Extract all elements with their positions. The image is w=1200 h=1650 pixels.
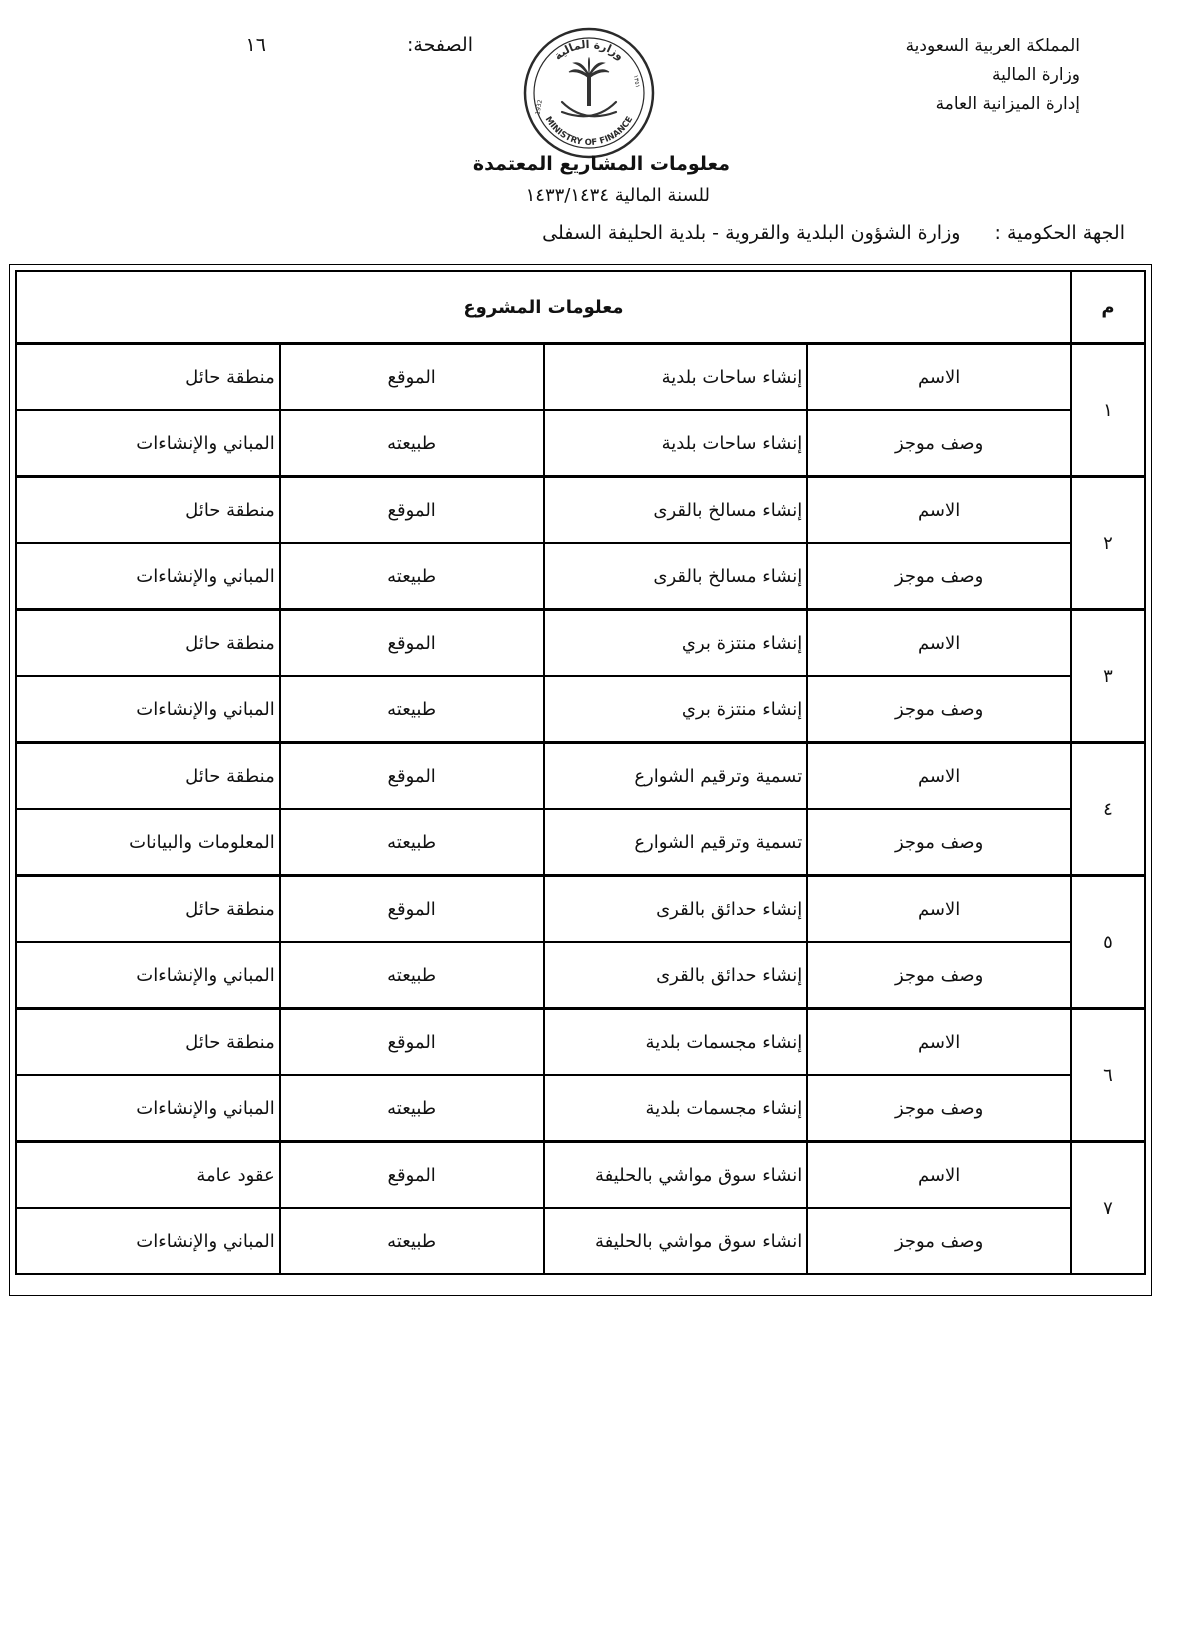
project-desc-row: [16, 676, 1145, 743]
project-name-row: [16, 743, 1145, 810]
header-project-info: معلومات المشروع: [16, 271, 1071, 344]
project-nature: المباني والإنشاءات: [16, 543, 280, 610]
label-name: الاسم: [807, 743, 1071, 810]
project-location: منطقة حائل: [16, 344, 280, 411]
project-description: إنشاء منتزة بري: [544, 676, 808, 743]
label-nature: طبيعته: [280, 1075, 544, 1142]
project-description: إنشاء حدائق بالقرى: [544, 942, 808, 1009]
project-name: إنشاء مسالخ بالقرى: [544, 477, 808, 544]
project-desc-row: [16, 543, 1145, 610]
entity-name: وزارة الشؤون البلدية والقروية - بلدية الحليفة السفلى: [542, 222, 961, 244]
project-name: إنشاء ساحات بلدية: [544, 344, 808, 411]
label-location: الموقع: [280, 743, 544, 810]
project-nature: المعلومات والبيانات: [16, 809, 280, 876]
page-label: الصفحة:: [406, 34, 473, 56]
project-number: ٧: [1071, 1142, 1145, 1275]
project-name-row: [16, 477, 1145, 544]
project-name: تسمية وترقيم الشوارع: [544, 743, 808, 810]
project-location: عقود عامة: [16, 1142, 280, 1209]
project-location: منطقة حائل: [16, 610, 280, 677]
project-name: إنشاء منتزة بري: [544, 610, 808, 677]
project-name-row: [16, 1142, 1145, 1209]
seal-english-text: MINISTRY OF FINANCE: [542, 114, 636, 149]
label-description: وصف موجز: [807, 1075, 1071, 1142]
label-description: وصف موجز: [807, 676, 1071, 743]
label-location: الموقع: [280, 344, 544, 411]
project-desc-row: [16, 410, 1145, 477]
government-entity: [542, 222, 1125, 244]
seal-year-right: ١٣٥١: [631, 74, 641, 89]
project-location: منطقة حائل: [16, 1009, 280, 1076]
label-location: الموقع: [280, 1142, 544, 1209]
project-number: ٥: [1071, 876, 1145, 1009]
project-description: إنشاء مجسمات بلدية: [544, 1075, 808, 1142]
project-number: ٦: [1071, 1009, 1145, 1142]
project-nature: المباني والإنشاءات: [16, 1208, 280, 1274]
project-name-row: [16, 876, 1145, 943]
project-nature: المباني والإنشاءات: [16, 410, 280, 477]
label-name: الاسم: [807, 610, 1071, 677]
project-location: منطقة حائل: [16, 743, 280, 810]
project-number: ٤: [1071, 743, 1145, 876]
project-name: انشاء سوق مواشي بالحليفة: [544, 1142, 808, 1209]
label-description: وصف موجز: [807, 543, 1071, 610]
label-nature: طبيعته: [280, 942, 544, 1009]
project-number: ٣: [1071, 610, 1145, 743]
project-description: إنشاء ساحات بلدية: [544, 410, 808, 477]
label-nature: طبيعته: [280, 676, 544, 743]
document-title: معلومات المشاريع المعتمدة: [472, 153, 730, 175]
project-name: إنشاء حدائق بالقرى: [544, 876, 808, 943]
project-name-row: [16, 1009, 1145, 1076]
label-location: الموقع: [280, 876, 544, 943]
project-desc-row: [16, 942, 1145, 1009]
label-description: وصف موجز: [807, 942, 1071, 1009]
fiscal-year: للسنة المالية ١٤٣٣/١٤٣٤: [525, 185, 710, 206]
org-line-department: إدارة الميزانية العامة: [935, 94, 1080, 114]
header-number: م: [1071, 271, 1145, 344]
page-number: ١٦: [245, 34, 266, 56]
project-name: إنشاء مجسمات بلدية: [544, 1009, 808, 1076]
label-location: الموقع: [280, 1009, 544, 1076]
label-location: الموقع: [280, 477, 544, 544]
org-line-kingdom: المملكة العربية السعودية: [905, 36, 1080, 56]
label-name: الاسم: [807, 344, 1071, 411]
label-name: الاسم: [807, 876, 1071, 943]
svg-text:MINISTRY OF FINANCE: [543, 115, 636, 148]
projects-table: [15, 270, 1146, 1275]
label-name: الاسم: [807, 1009, 1071, 1076]
project-nature: المباني والإنشاءات: [16, 1075, 280, 1142]
org-line-ministry: وزارة المالية: [992, 65, 1080, 85]
page-number-block: [246, 34, 473, 56]
organization-header: [750, 32, 1080, 119]
project-description: انشاء سوق مواشي بالحليفة: [544, 1208, 808, 1274]
project-name-row: [16, 610, 1145, 677]
label-name: الاسم: [807, 1142, 1071, 1209]
project-description: تسمية وترقيم الشوارع: [544, 809, 808, 876]
label-location: الموقع: [280, 610, 544, 677]
project-nature: المباني والإنشاءات: [16, 942, 280, 1009]
project-location: منطقة حائل: [16, 477, 280, 544]
project-nature: المباني والإنشاءات: [16, 676, 280, 743]
seal-year-left: 1932: [534, 99, 544, 116]
project-description: إنشاء مسالخ بالقرى: [544, 543, 808, 610]
project-name-row: [16, 344, 1145, 411]
ministry-of-finance-seal-icon: [522, 26, 656, 160]
table-header-row: [16, 271, 1145, 344]
project-number: ١: [1071, 344, 1145, 477]
label-nature: طبيعته: [280, 543, 544, 610]
palm-tree-icon: [569, 58, 609, 106]
project-number: ٢: [1071, 477, 1145, 610]
project-location: منطقة حائل: [16, 876, 280, 943]
label-description: وصف موجز: [807, 1208, 1071, 1274]
label-description: وصف موجز: [807, 809, 1071, 876]
label-nature: طبيعته: [280, 410, 544, 477]
project-desc-row: [16, 1208, 1145, 1274]
label-description: وصف موجز: [807, 410, 1071, 477]
seal-arabic-text: وزارة المالية: [551, 37, 627, 63]
label-nature: طبيعته: [280, 809, 544, 876]
entity-label: الجهة الحكومية :: [994, 222, 1125, 244]
label-nature: طبيعته: [280, 1208, 544, 1274]
label-name: الاسم: [807, 477, 1071, 544]
project-desc-row: [16, 1075, 1145, 1142]
project-desc-row: [16, 809, 1145, 876]
